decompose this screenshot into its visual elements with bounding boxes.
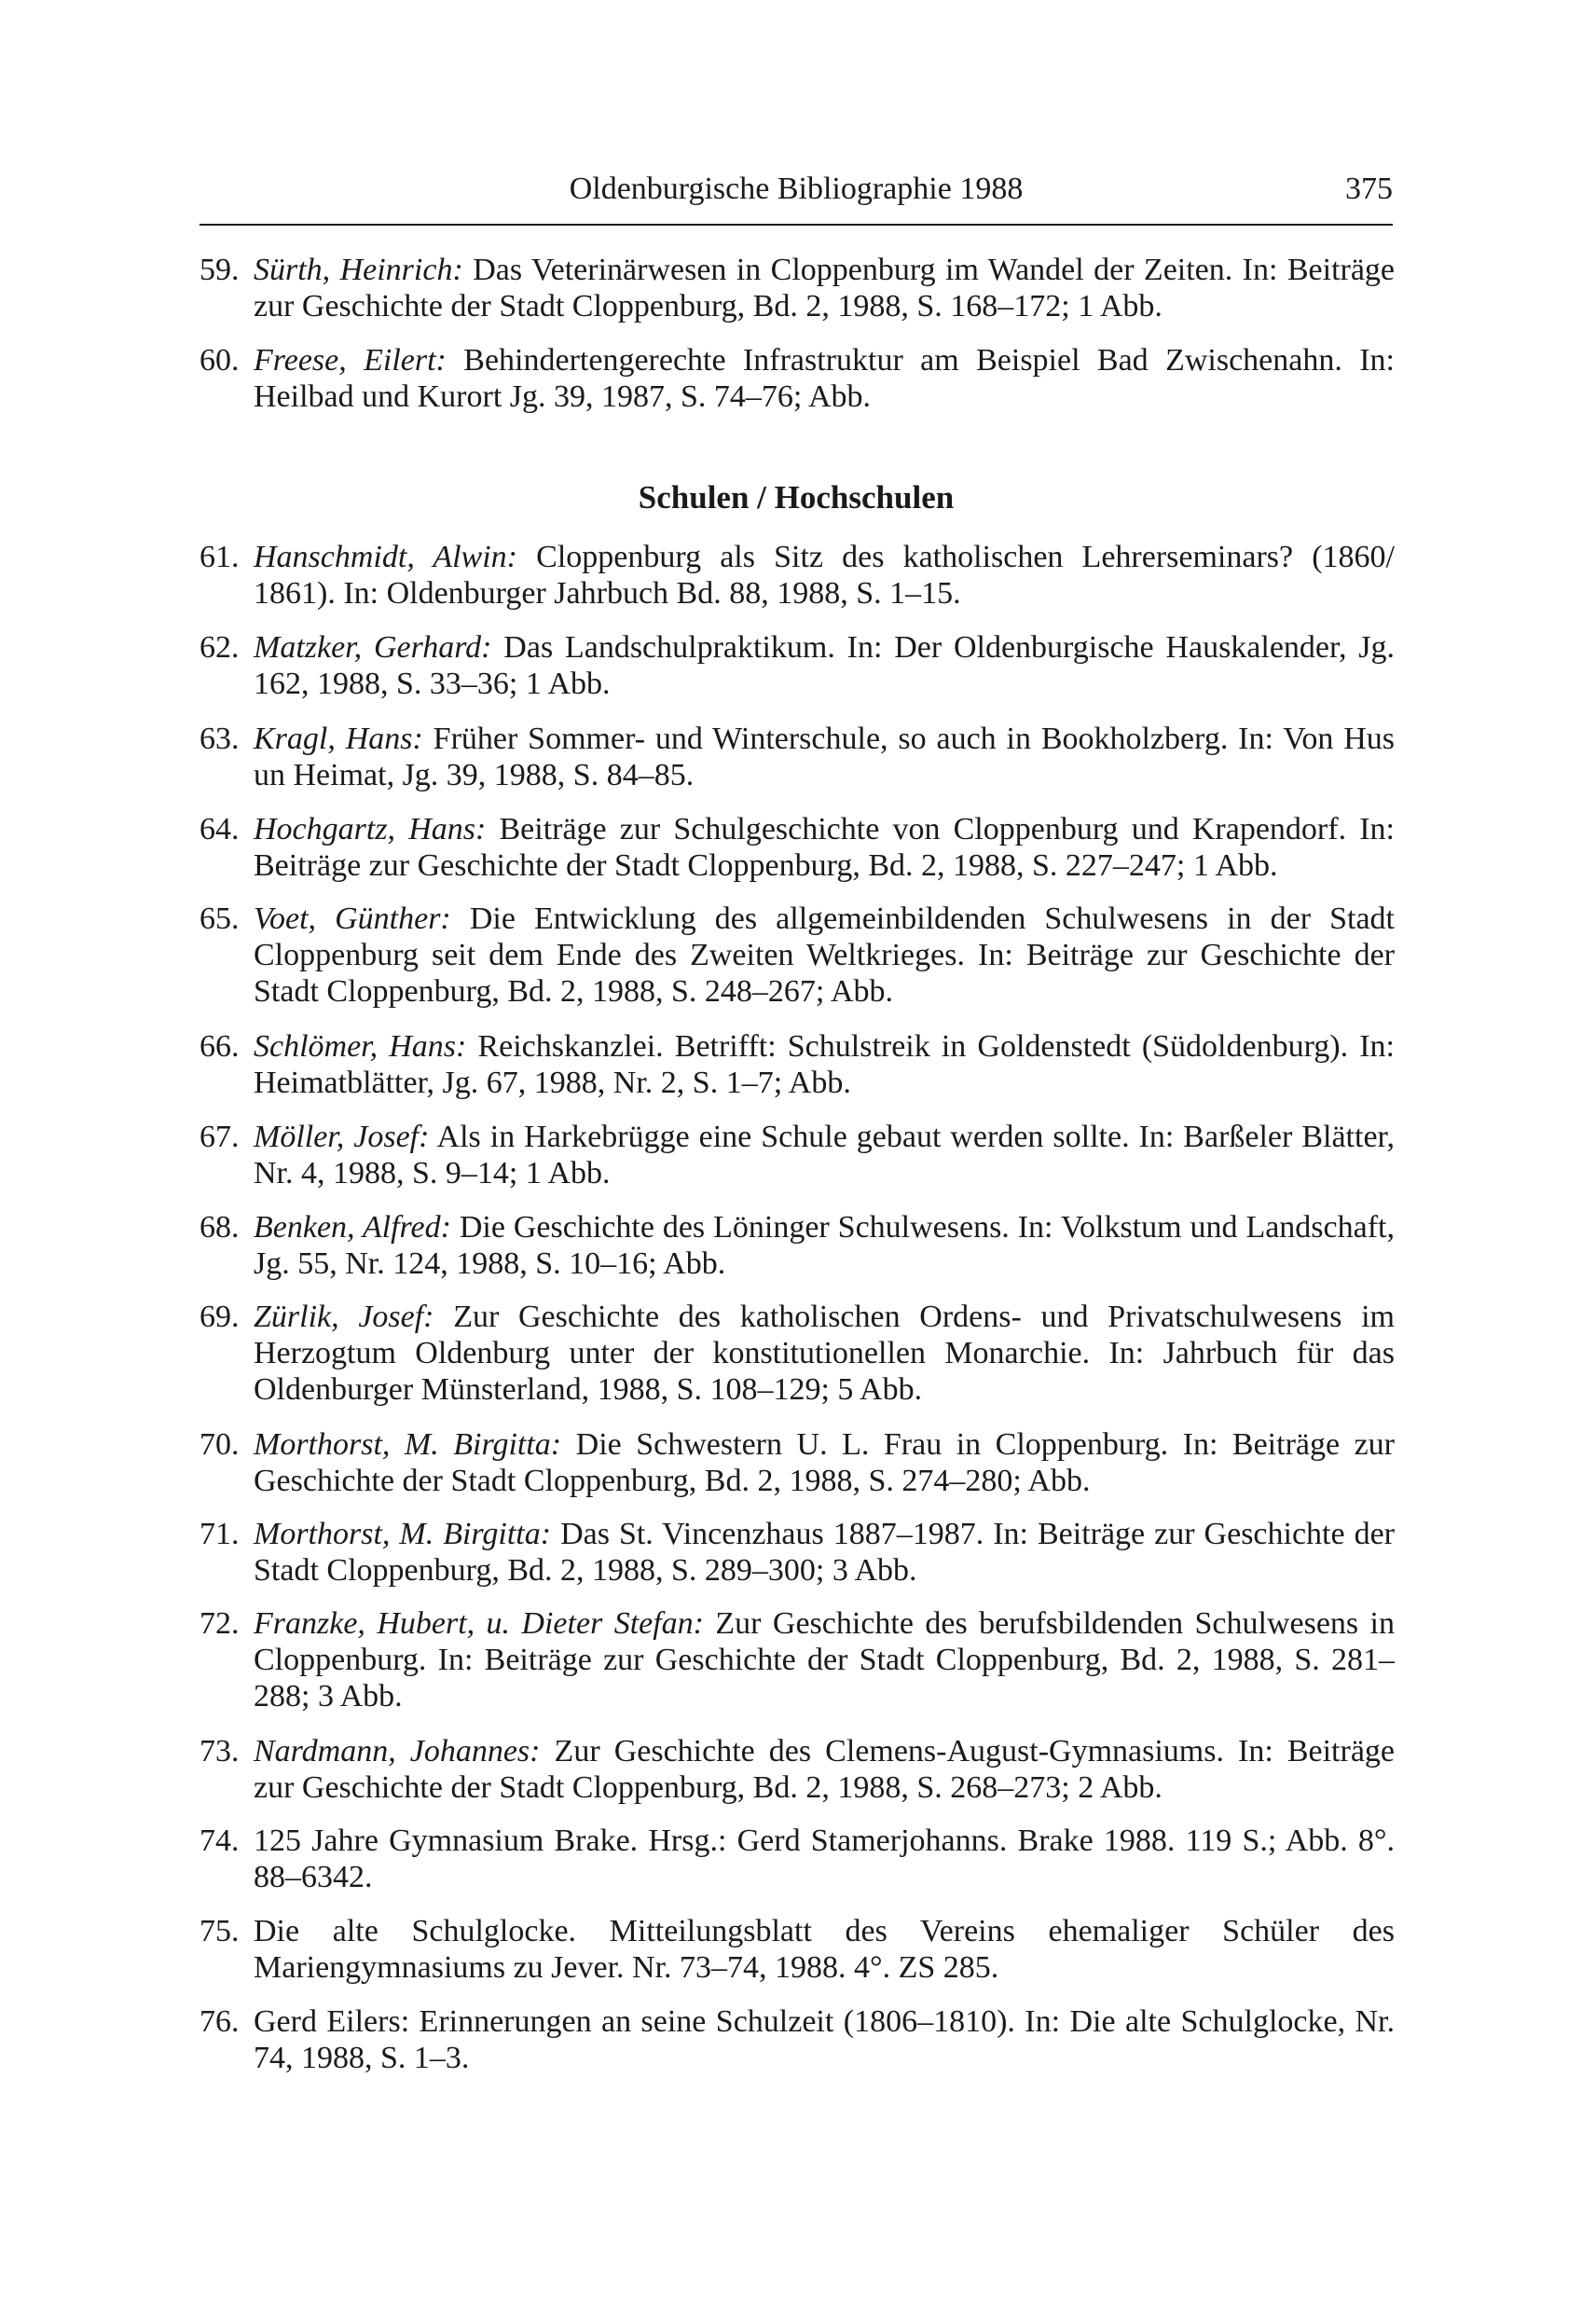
entry-citation: Das Veterinärwesen in Cloppenburg im Wandel der Zeiten. In: Beiträge zur Geschichte der Stadt Cloppenburg, Bd. 2, 1988, S. 168–172; 1 Abb. [254,253,1396,323]
entry-text [254,1119,1395,1191]
entry-author: Freese, Eilert: [254,343,447,378]
entry-citation: Früher Sommer- und Winterschule, so auch in Bookholzberg. In: Von Hus un Heimat, Jg. 39, 1988, S. 84–85. [254,722,1396,792]
entry-author: Voet, Günther: [254,901,451,936]
entry-citation: Die Geschichte des Löninger Schulwesens. In: Volkstum und Landschaft, Jg. 55, Nr. 124, 1988, S. 10–16; Abb. [254,1210,1395,1281]
entry-number: 70. [200,1427,240,1462]
entry-citation: Reichskanzlei. Betrifft: Schulstreik in Goldenstedt (Südoldenburg). In: Heimatblätter, Jg. 67, 1988, Nr. 2, S. 1–7; Abb. [254,1029,1395,1100]
entry-text [254,811,1395,884]
entry-number: 61. [200,540,240,574]
entry-text [254,1426,1395,1499]
entry-number: 74. [200,1823,240,1858]
entry-number: 69. [200,1300,240,1334]
entry-text [254,901,1395,1010]
entry-text [254,721,1395,793]
bibliography-entry [200,1733,1395,1806]
entry-author: Zürlik, Josef: [254,1300,434,1334]
bibliography-entry [200,342,1395,415]
entry-number: 68. [200,1210,240,1245]
entry-text [254,252,1395,324]
bibliography-entry [200,252,1395,324]
section-heading: Schulen / Hochschulen [638,479,955,516]
entry-text [254,1028,1395,1101]
entry-author: Matzker, Gerhard: [254,630,492,665]
entry-text [254,629,1395,702]
page-number: 375 [1345,172,1393,206]
bibliography-entry [200,1823,1395,1895]
entry-text [254,342,1395,415]
entry-author: Morthorst, M. Birgitta: [254,1517,552,1551]
entry-text [254,2003,1395,2076]
entry-author: Hochgartz, Hans: [254,812,487,846]
bibliography-entry [200,1913,1395,1986]
entry-citation: Zur Geschichte des katholischen Ordens- und Privatschulwesens im Herzogtum Oldenburg unter der konstitutionellen Monarchie. In: Jahrbuch für das Oldenburger Münsterland, 1988, S. 108–129; 5 Abb. [254,1300,1395,1407]
bibliography-entry [200,2003,1395,2076]
entry-citation: Das St. Vincenzhaus 1887–1987. In: Beiträge zur Geschichte der Stadt Cloppenburg, Bd. 2, 1988, S. 289–300; 3 Abb. [254,1517,1395,1588]
entry-citation: Beiträge zur Schulgeschichte von Cloppenburg und Krapendorf. In: Beiträge zur Geschichte der Stadt Cloppenburg, Bd. 2, 1988, S. 227–247; 1 Abb. [254,812,1395,883]
bibliography-entry [200,1028,1395,1101]
entry-number: 71. [200,1517,240,1551]
bibliography-entry [200,1119,1395,1191]
entry-author: Morthorst, M. Birgitta: [254,1427,562,1462]
entry-number: 59. [200,253,240,287]
entry-text [254,1823,1395,1895]
entry-citation: Gerd Eilers: Erinnerungen an seine Schulzeit (1806–1810). In: Die alte Schulglocke, Nr. 74, 1988, S. 1–3. [254,2004,1395,2075]
entry-citation: Cloppenburg als Sitz des katholischen Lehrerseminars? (1860/ 1861). In: Oldenburger Jahrbuch Bd. 88, 1988, S. 1–15. [254,540,1396,611]
entry-text [254,1516,1395,1589]
entry-number: 63. [200,722,240,756]
entry-number: 64. [200,812,240,846]
entry-author: Möller, Josef: [254,1120,430,1154]
running-head [200,166,1393,218]
entry-citation: Die Schwestern U. L. Frau in Cloppenburg. In: Beiträge zur Geschichte der Stadt Cloppenburg, Bd. 2, 1988, S. 274–280; Abb. [254,1427,1396,1498]
entry-citation: Zur Geschichte des berufsbildenden Schulwesens in Cloppenburg. In: Beiträge zur Geschichte der Stadt Cloppenburg, Bd. 2, 1988, S. 281–288; 3 Abb. [254,1606,1396,1713]
entry-number: 67. [200,1120,240,1154]
entry-author: Kragl, Hans: [254,722,423,756]
entry-citation: Behindertengerechte Infrastruktur am Beispiel Bad Zwischenahn. In: Heilbad und Kurort Jg. 39, 1987, S. 74–76; Abb. [254,343,1395,414]
entry-citation: 125 Jahre Gymnasium Brake. Hrsg.: Gerd Stamerjohanns. Brake 1988. 119 S.; Abb. 8°. 88–6342. [254,1823,1395,1894]
entry-citation: Die alte Schulglocke. Mitteilungsblatt des Vereins ehemaliger Schüler des Mariengymnasiums zu Jever. Nr. 73–74, 1988. 4°. ZS 285. [254,1914,1395,1985]
entry-text [254,1605,1395,1714]
entry-number: 76. [200,2004,240,2039]
entry-author: Schlömer, Hans: [254,1029,467,1064]
entry-number: 73. [200,1734,240,1768]
bibliography-entry [200,1426,1395,1499]
entry-number: 66. [200,1029,240,1064]
entry-author: Sürth, Heinrich: [254,253,463,287]
entry-text [254,539,1395,612]
entry-number: 75. [200,1914,240,1948]
entry-citation: Als in Harkebrügge eine Schule gebaut werden sollte. In: Barßeler Blätter, Nr. 4, 1988, S. 9–14; 1 Abb. [254,1120,1395,1190]
entry-citation: Das Landschulpraktikum. In: Der Oldenburgische Hauskalender, Jg. 162, 1988, S. 33–36; 1 Abb. [254,630,1396,701]
entry-number: 65. [200,901,240,936]
running-title: Oldenburgische Bibliographie 1988 [569,172,1024,206]
entry-citation: Zur Geschichte des Clemens-August-Gymnasiums. In: Beiträge zur Geschichte der Stadt Cloppenburg, Bd. 2, 1988, S. 268–273; 2 Abb. [254,1734,1396,1805]
entry-author: Franzke, Hubert, u. Dieter Stefan: [254,1606,705,1641]
bibliography-entry [200,1605,1395,1714]
entry-text [254,1299,1395,1408]
entry-number: 72. [200,1606,240,1641]
entry-author: Nardmann, Johannes: [254,1734,541,1768]
entry-number: 62. [200,630,240,665]
header-rule [200,224,1393,226]
bibliography-entry [200,1209,1395,1282]
entry-text [254,1733,1395,1806]
entry-number: 60. [200,343,240,378]
bibliography-entry [200,1299,1395,1408]
bibliography-entry [200,629,1395,702]
bibliography-entry [200,901,1395,1010]
bibliography-entry [200,1516,1395,1589]
bibliography-entry [200,721,1395,793]
bibliography-entry [200,811,1395,884]
entry-author: Benken, Alfred: [254,1210,451,1245]
entry-text [254,1913,1395,1986]
entry-author: Hanschmidt, Alwin: [254,540,518,574]
bibliography-entry [200,539,1395,612]
entry-text [254,1209,1395,1282]
entry-citation: Die Entwicklung des allgemeinbildenden Schulwesens in der Stadt Cloppenburg seit dem Ende des Zweiten Weltkrieges. In: Beiträge zur Geschichte der Stadt Cloppenburg, Bd. 2, 1988, S. 248–267; Abb. [254,901,1395,1009]
